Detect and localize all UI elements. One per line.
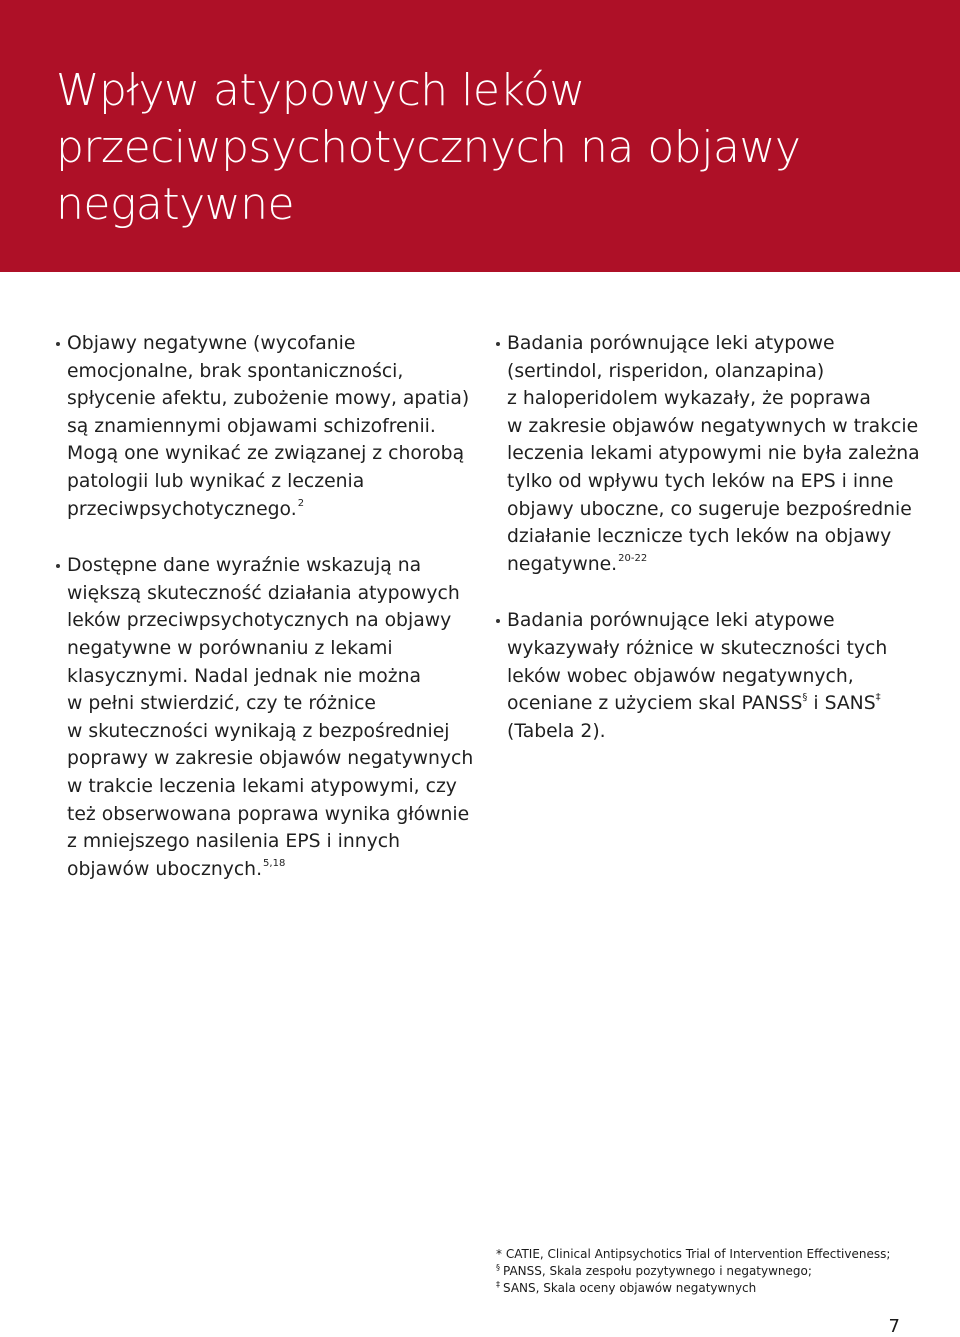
right-column xyxy=(496,330,920,774)
text-line: Objawy negatywne (wycofanie xyxy=(67,333,356,354)
text-line: poprawy w zakresie objawów negatywnych xyxy=(67,748,474,770)
page-title-line: Wpływ atypowych leków xyxy=(56,65,585,116)
text-line: (Tabela 2). xyxy=(507,720,606,742)
text-line: tylko od wpływu tych leków na EPS i inne xyxy=(507,470,894,492)
text-line xyxy=(67,496,476,524)
reference-superscript: 2 xyxy=(297,497,305,509)
text-line-content: objawów ubocznych. xyxy=(67,858,263,880)
text-line-content: przeciwpsychotycznego. xyxy=(67,498,297,520)
text-line: klasycznymi. Nadal jednak nie można xyxy=(67,665,421,687)
text-line-content: oceniane z użyciem skal PANSS xyxy=(507,693,803,715)
text-line: są znamiennymi objawami schizofrenii. xyxy=(67,415,436,437)
text-line: w trakcie leczenia lekami atypowymi, czy xyxy=(67,775,457,797)
text-line: z haloperidolem wykazały, że poprawa xyxy=(507,388,871,410)
text-line: Badania porównujące leki atypowe xyxy=(507,333,835,354)
footnote-marker-double-dagger: ‡ xyxy=(875,692,881,704)
bullet-available-data xyxy=(56,552,476,883)
text-line: patologii lub wynikać z leczenia xyxy=(67,470,365,492)
text-line: spłycenie afektu, zubożenie mowy, apatia) xyxy=(67,388,470,410)
text-line: Mogą one wynikać ze związanej z chorobą xyxy=(67,443,465,465)
footnote-symbol: § xyxy=(496,1263,500,1272)
bullet-comparative-studies xyxy=(496,330,920,578)
page-number: 7 xyxy=(888,1316,900,1337)
page-title-line: przeciwpsychotycznych na objawy xyxy=(56,122,801,173)
bullet-efficacy-differences xyxy=(496,607,920,745)
text-line: negatywne w porównaniu z lekami xyxy=(67,637,393,659)
text-line-content: negatywne. xyxy=(507,553,618,575)
footnotes xyxy=(496,1246,936,1297)
text-line: emocjonalne, brak spontaniczności, xyxy=(67,360,404,382)
footnote-catie xyxy=(496,1246,936,1263)
text-line: w zakresie objawów negatywnych w trakcie xyxy=(507,415,919,437)
text-line: leków przeciwpsychotycznych na objawy xyxy=(67,610,452,632)
title-banner xyxy=(0,0,960,272)
text-line-content: i SANS xyxy=(807,693,876,715)
footnote-marker-section: § xyxy=(802,692,808,704)
text-line: działanie lecznicze tych leków na objawy xyxy=(507,526,892,548)
text-line: też obserwowana poprawa wynika głównie xyxy=(67,803,470,825)
footnote-sans xyxy=(496,1280,936,1297)
reference-superscript: 5,18 xyxy=(263,857,286,869)
text-line xyxy=(507,690,920,718)
text-line: w skuteczności wynikają z bezpośredniej xyxy=(67,720,450,742)
left-column xyxy=(56,330,476,912)
footnote-text: SANS, Skala oceny objawów negatywnych xyxy=(503,1281,757,1295)
reference-superscript: 20-22 xyxy=(618,552,648,564)
text-line: większą skuteczność działania atypowych xyxy=(67,582,460,604)
footnote-panss xyxy=(496,1263,936,1280)
text-line: (sertindol, risperidon, olanzapina) xyxy=(507,360,825,382)
footnote-symbol: ‡ xyxy=(496,1280,500,1289)
text-line: Dostępne dane wyraźnie wskazują na xyxy=(67,555,422,577)
page-title xyxy=(56,62,936,233)
text-line: leczenia lekami atypowymi nie była zależna xyxy=(507,443,920,465)
text-line: z mniejszego nasilenia EPS i innych xyxy=(67,831,401,853)
text-line: objawy uboczne, co sugeruje bezpośrednie xyxy=(507,498,912,520)
text-line: w pełni stwierdzić, czy te różnice xyxy=(67,693,376,715)
text-line: Badania porównujące leki atypowe xyxy=(507,610,835,632)
page-title-line: negatywne xyxy=(56,179,295,230)
text-line xyxy=(67,856,476,884)
footnote-text: * CATIE, Clinical Antipsychotics Trial of Intervention Effectiveness; xyxy=(496,1247,891,1261)
text-line: wykazywały różnice w skuteczności tych xyxy=(507,637,888,659)
bullet-negative-symptoms xyxy=(56,330,476,523)
text-line xyxy=(507,551,920,579)
footnote-text: PANSS, Skala zespołu pozytywnego i negatywnego; xyxy=(503,1264,812,1278)
text-line: leków wobec objawów negatywnych, xyxy=(507,665,854,687)
